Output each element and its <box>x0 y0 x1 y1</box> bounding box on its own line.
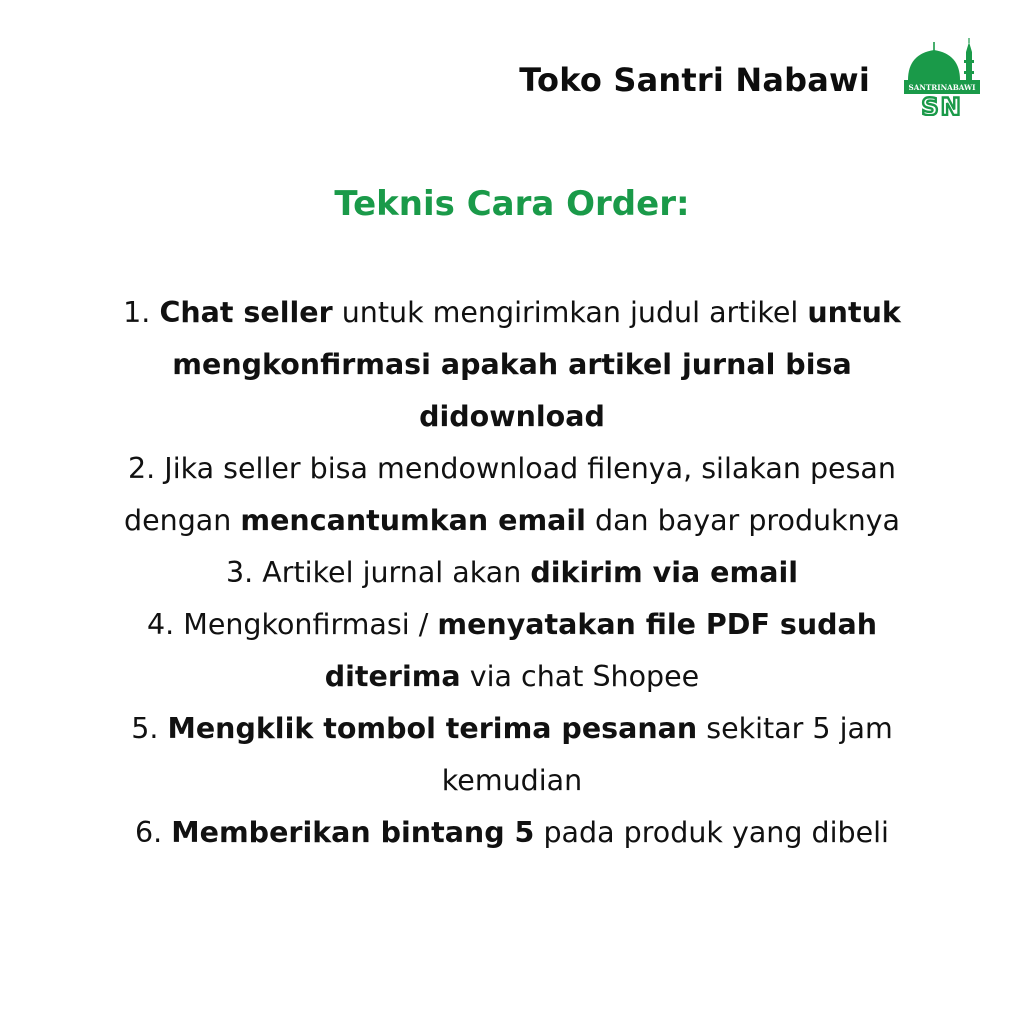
step-item <box>82 287 942 443</box>
step-text-bold: dikirim via email <box>530 556 798 589</box>
step-text: pada produk yang dibeli <box>534 816 889 849</box>
logo-text: SANTRINABAWI <box>908 83 976 92</box>
step-text: Artikel jurnal akan <box>262 556 531 589</box>
step-text: dan bayar produknya <box>585 504 900 537</box>
step-number: 3. <box>226 556 263 589</box>
step-number: 1. <box>123 296 160 329</box>
step-text-bold: mencantumkan email <box>240 504 586 537</box>
brand-name: Toko Santri Nabawi <box>519 61 870 99</box>
step-text-bold: Mengklik tombol terima pesanan <box>167 712 698 745</box>
page-heading: Teknis Cara Order: <box>334 184 690 224</box>
step-text-bold: menyatakan file PDF sudah diterima <box>324 608 878 693</box>
step-item <box>82 807 942 859</box>
step-item <box>82 703 942 807</box>
step-item <box>82 443 942 547</box>
step-text-bold: Memberikan bintang 5 <box>171 816 535 849</box>
step-text: via chat Shopee <box>460 660 700 693</box>
step-number: 4. <box>146 608 184 641</box>
step-number: 2. <box>128 452 165 485</box>
mosque-logo-icon <box>900 38 984 116</box>
step-text: sekitar 5 jam kemudian <box>441 712 893 797</box>
logo-letters: SN <box>921 93 963 116</box>
step-text: untuk mengirimkan judul artikel <box>332 296 808 329</box>
step-text: Mengkonfirmasi / <box>183 608 438 641</box>
step-item <box>82 547 942 599</box>
step-item <box>82 599 942 703</box>
order-steps <box>82 287 942 859</box>
step-text-bold: untuk mengkonfirmasi apakah artikel jurnal bisa didownload <box>172 296 901 433</box>
step-text-bold: Chat seller <box>159 296 333 329</box>
step-number: 6. <box>135 816 172 849</box>
step-text: Jika seller bisa mendownload filenya, silakan pesan dengan <box>124 452 896 537</box>
step-number: 5. <box>131 712 168 745</box>
